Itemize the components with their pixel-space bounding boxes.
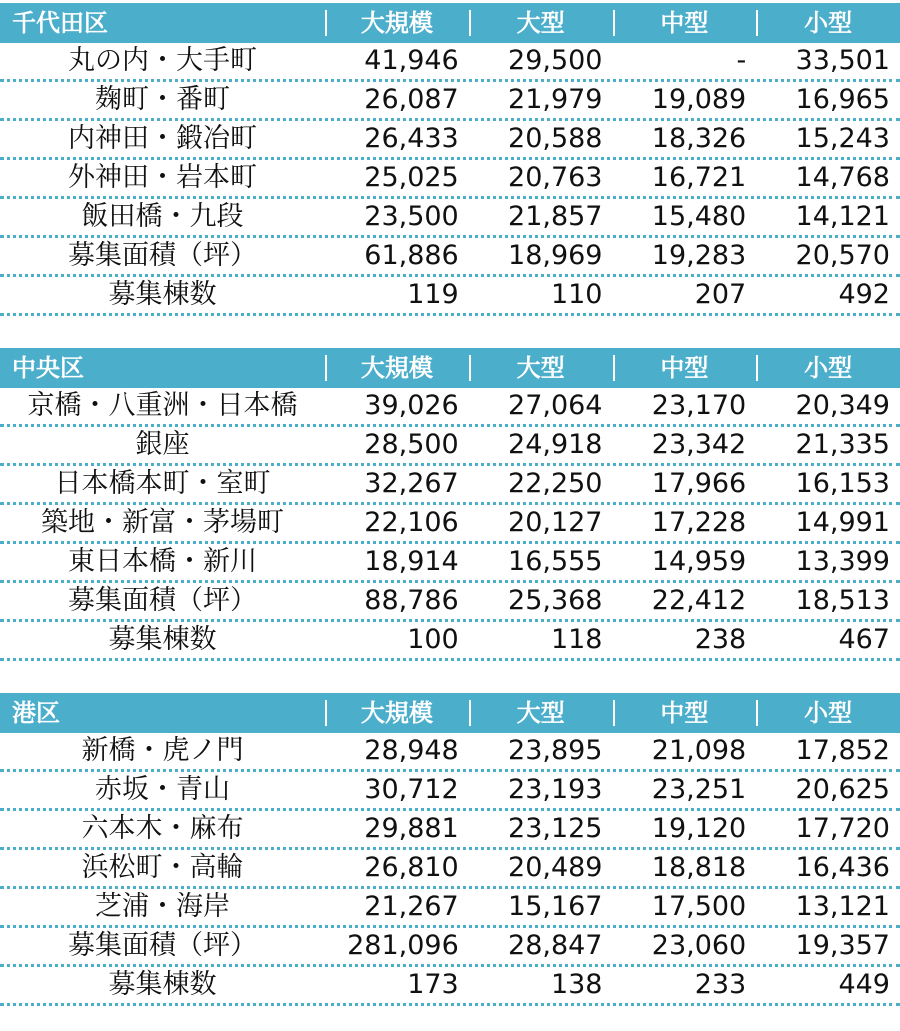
value-cell: 14,121 <box>795 201 890 232</box>
table-row <box>0 388 900 427</box>
row-label: 京橋・八重洲・日本橋 <box>27 390 298 421</box>
value-cell: 467 <box>838 624 890 655</box>
column-header: 小型 <box>756 348 900 388</box>
value-cell: 29,500 <box>508 45 603 76</box>
value-cell: 25,368 <box>508 585 603 616</box>
row-label: 新橋・虎ノ門 <box>81 735 244 766</box>
row-label: 内神田・鍛冶町 <box>68 123 257 154</box>
value-cell: 16,721 <box>651 162 747 193</box>
value-cell: 22,250 <box>508 468 603 499</box>
column-header: 中型 <box>613 348 757 388</box>
value-cell: 20,489 <box>508 852 603 883</box>
row-label: 募集面積（坪） <box>68 585 257 616</box>
value-cell: 492 <box>838 279 890 310</box>
value-cell: 21,267 <box>364 891 459 922</box>
value-cell: 21,098 <box>651 735 747 766</box>
value-cell: 118 <box>550 624 603 655</box>
ward-table <box>0 693 900 1006</box>
value-cell: 13,121 <box>795 891 890 922</box>
value-cell: 19,089 <box>651 84 747 115</box>
value-cell: 28,948 <box>364 735 459 766</box>
value-cell: 14,991 <box>795 507 890 538</box>
column-header: 中型 <box>613 3 757 43</box>
row-label: 六本木・麻布 <box>81 813 244 844</box>
value-cell: 207 <box>694 279 747 310</box>
row-label: 芝浦・海岸 <box>95 891 230 922</box>
table-row <box>0 427 900 466</box>
table-header <box>0 693 900 733</box>
value-cell: 26,433 <box>364 123 459 154</box>
value-cell: 14,959 <box>651 546 747 577</box>
value-cell: 238 <box>694 624 747 655</box>
value-cell: - <box>736 45 747 76</box>
value-cell: 17,720 <box>795 813 890 844</box>
table-row <box>0 277 900 316</box>
row-label: 募集棟数 <box>108 279 217 310</box>
value-cell: 21,857 <box>508 201 603 232</box>
table-row <box>0 583 900 622</box>
value-cell: 13,399 <box>795 546 890 577</box>
table-row <box>0 238 900 277</box>
value-cell: 14,768 <box>795 162 890 193</box>
column-header: 小型 <box>756 3 900 43</box>
table-row <box>0 121 900 160</box>
table-row <box>0 82 900 121</box>
row-label: 浜松町・高輪 <box>81 852 244 883</box>
column-header: 大規模 <box>325 693 469 733</box>
row-label: 募集面積（坪） <box>68 240 257 271</box>
table-row <box>0 967 900 1006</box>
value-cell: 23,895 <box>508 735 603 766</box>
column-header: 大型 <box>469 3 613 43</box>
value-cell: 18,818 <box>651 852 747 883</box>
ward-table <box>0 348 900 661</box>
value-cell: 23,500 <box>364 201 459 232</box>
value-cell: 22,412 <box>651 585 747 616</box>
value-cell: 138 <box>550 969 603 1000</box>
value-cell: 88,786 <box>364 585 459 616</box>
value-cell: 20,127 <box>508 507 603 538</box>
ward-name: 中央区 <box>12 354 84 382</box>
table-row <box>0 850 900 889</box>
column-header: 大規模 <box>325 3 469 43</box>
value-cell: 16,153 <box>795 468 890 499</box>
value-cell: 24,918 <box>508 429 603 460</box>
value-cell: 281,096 <box>347 930 459 961</box>
table-header <box>0 348 900 388</box>
table-row <box>0 199 900 238</box>
value-cell: 23,342 <box>651 429 747 460</box>
value-cell: 23,125 <box>508 813 603 844</box>
value-cell: 19,283 <box>651 240 747 271</box>
table-row <box>0 811 900 850</box>
table-row <box>0 928 900 967</box>
value-cell: 17,228 <box>651 507 747 538</box>
column-header: 大型 <box>469 693 613 733</box>
column-header: 中型 <box>613 693 757 733</box>
row-label: 飯田橋・九段 <box>81 201 244 232</box>
value-cell: 17,852 <box>795 735 890 766</box>
value-cell: 27,064 <box>508 390 603 421</box>
value-cell: 23,170 <box>651 390 747 421</box>
value-cell: 28,847 <box>508 930 603 961</box>
value-cell: 18,513 <box>795 585 890 616</box>
value-cell: 449 <box>838 969 890 1000</box>
value-cell: 15,480 <box>651 201 747 232</box>
value-cell: 15,243 <box>795 123 890 154</box>
value-cell: 18,326 <box>651 123 747 154</box>
table-row <box>0 622 900 661</box>
row-label: 東日本橋・新川 <box>68 546 257 577</box>
value-cell: 18,969 <box>508 240 603 271</box>
value-cell: 19,357 <box>795 930 890 961</box>
table-row <box>0 160 900 199</box>
value-cell: 17,500 <box>651 891 747 922</box>
value-cell: 32,267 <box>364 468 459 499</box>
value-cell: 20,763 <box>508 162 603 193</box>
table-row <box>0 889 900 928</box>
value-cell: 20,625 <box>795 774 890 805</box>
ward-name: 港区 <box>12 699 60 727</box>
ward-name: 千代田区 <box>12 9 108 37</box>
value-cell: 21,335 <box>795 429 890 460</box>
value-cell: 20,349 <box>795 390 890 421</box>
row-label: 丸の内・大手町 <box>68 45 257 76</box>
table-header <box>0 3 900 43</box>
table-row <box>0 544 900 583</box>
row-label: 外神田・岩本町 <box>68 162 257 193</box>
value-cell: 23,193 <box>508 774 603 805</box>
value-cell: 18,914 <box>364 546 459 577</box>
row-label: 募集棟数 <box>108 624 217 655</box>
value-cell: 100 <box>407 624 459 655</box>
row-label: 築地・新富・茅場町 <box>41 507 284 538</box>
value-cell: 25,025 <box>364 162 459 193</box>
table-row <box>0 733 900 772</box>
value-cell: 20,570 <box>795 240 890 271</box>
value-cell: 30,712 <box>364 774 459 805</box>
row-label: 募集面積（坪） <box>68 930 257 961</box>
value-cell: 41,946 <box>364 45 459 76</box>
table-row <box>0 505 900 544</box>
value-cell: 16,436 <box>795 852 890 883</box>
value-cell: 119 <box>407 279 459 310</box>
value-cell: 16,965 <box>795 84 890 115</box>
column-header: 大規模 <box>325 348 469 388</box>
column-header: 大型 <box>469 348 613 388</box>
value-cell: 110 <box>550 279 603 310</box>
row-label: 赤坂・青山 <box>95 774 230 805</box>
row-label: 募集棟数 <box>108 969 217 1000</box>
value-cell: 23,251 <box>651 774 747 805</box>
value-cell: 21,979 <box>508 84 603 115</box>
value-cell: 29,881 <box>364 813 459 844</box>
value-cell: 17,966 <box>651 468 747 499</box>
value-cell: 23,060 <box>651 930 747 961</box>
value-cell: 61,886 <box>364 240 459 271</box>
column-header: 小型 <box>756 693 900 733</box>
table-row <box>0 772 900 811</box>
row-label: 麹町・番町 <box>95 84 230 115</box>
value-cell: 16,555 <box>508 546 603 577</box>
value-cell: 39,026 <box>364 390 459 421</box>
value-cell: 26,087 <box>364 84 459 115</box>
value-cell: 26,810 <box>364 852 459 883</box>
value-cell: 28,500 <box>364 429 459 460</box>
row-label: 日本橋本町・室町 <box>54 468 271 499</box>
value-cell: 15,167 <box>508 891 603 922</box>
row-label: 銀座 <box>135 429 190 460</box>
value-cell: 33,501 <box>795 45 890 76</box>
value-cell: 173 <box>407 969 459 1000</box>
table-row <box>0 466 900 505</box>
value-cell: 19,120 <box>651 813 747 844</box>
ward-table <box>0 3 900 316</box>
value-cell: 233 <box>694 969 747 1000</box>
value-cell: 22,106 <box>364 507 459 538</box>
value-cell: 20,588 <box>508 123 603 154</box>
table-row <box>0 43 900 82</box>
